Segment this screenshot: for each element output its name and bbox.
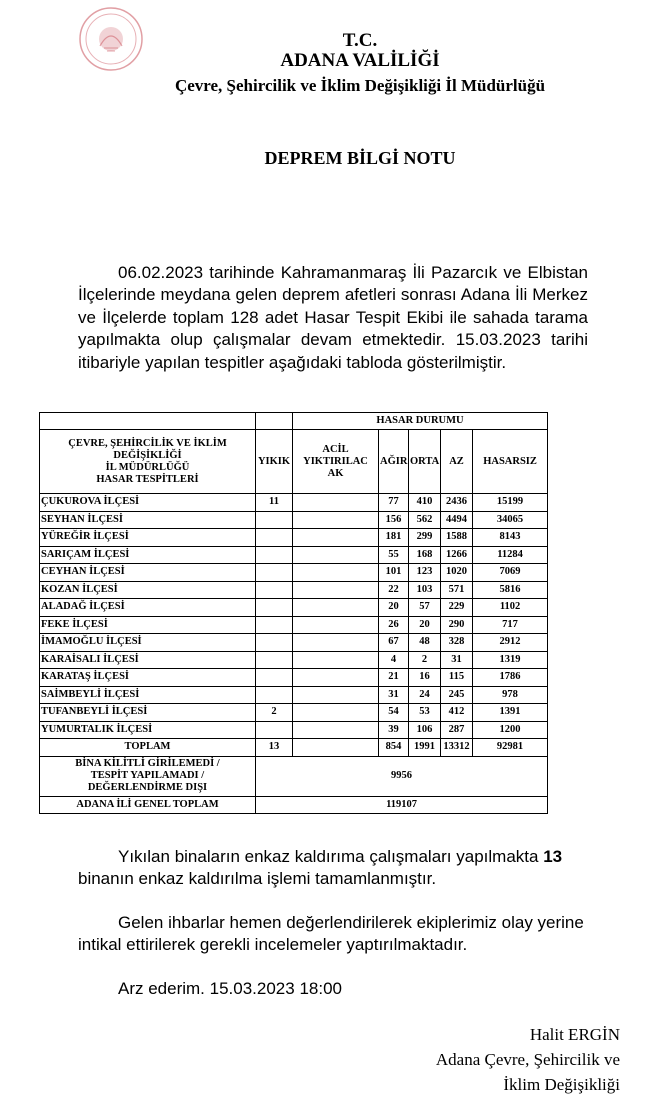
ilce-name: SAİMBEYLİ İLÇESİ bbox=[40, 686, 256, 704]
table-row bbox=[40, 546, 548, 564]
locked-value: 9956 bbox=[256, 756, 548, 796]
col-header-yikik: YIKIK bbox=[256, 430, 293, 494]
locked-label-line: TESPİT YAPILAMADI / bbox=[90, 770, 205, 781]
table-row bbox=[40, 581, 548, 599]
cell-acil bbox=[293, 564, 379, 582]
cell-orta: 2 bbox=[409, 651, 441, 669]
cell-az: 1020 bbox=[441, 564, 473, 582]
cell-agir: 26 bbox=[379, 616, 409, 634]
ilce-name: SARIÇAM İLÇESİ bbox=[40, 546, 256, 564]
row-header-line: HASAR TESPİTLERİ bbox=[96, 473, 199, 485]
cell-yikik bbox=[256, 651, 293, 669]
cell-hasarsiz: 5816 bbox=[473, 581, 548, 599]
intro-paragraph: 06.02.2023 tarihinde Kahramanmaraş İli Pazarcık ve Elbistan İlçelerinde meydana gelen deprem afetleri sonrası Adana İli Merkez ve İlçelerde toplam 128 adet Hasar Tespit Ekibi ile sahada tarama yapılmakta olup çalışmalar devam etmektedir. 15.03.2023 tarihi itibariyle yapılan tespitler aşağıdaki tabloda gösterilmiştir. bbox=[78, 263, 588, 372]
cell-az: 328 bbox=[441, 634, 473, 652]
table-row bbox=[40, 634, 548, 652]
cell-agir: 77 bbox=[379, 494, 409, 512]
table-row bbox=[40, 511, 548, 529]
cell-az: 412 bbox=[441, 704, 473, 722]
cell-agir: 67 bbox=[379, 634, 409, 652]
cell-agir: 101 bbox=[379, 564, 409, 582]
cell-acil bbox=[293, 581, 379, 599]
cell-orta: 410 bbox=[409, 494, 441, 512]
signature-block bbox=[260, 1022, 620, 1097]
cell-yikik bbox=[256, 511, 293, 529]
cell-hasarsiz: 11284 bbox=[473, 546, 548, 564]
ilce-name: FEKE İLÇESİ bbox=[40, 616, 256, 634]
total-orta: 1991 bbox=[409, 739, 441, 757]
cell-hasarsiz: 1391 bbox=[473, 704, 548, 722]
cell-yikik bbox=[256, 581, 293, 599]
total-yikik: 13 bbox=[256, 739, 293, 757]
ilce-name: KARATAŞ İLÇESİ bbox=[40, 669, 256, 687]
table-row bbox=[40, 686, 548, 704]
cell-orta: 562 bbox=[409, 511, 441, 529]
cell-agir: 181 bbox=[379, 529, 409, 547]
cell-orta: 106 bbox=[409, 721, 441, 739]
cell-agir: 21 bbox=[379, 669, 409, 687]
cell-hasarsiz: 1200 bbox=[473, 721, 548, 739]
ilce-name: YÜREĞİR İLÇESİ bbox=[40, 529, 256, 547]
grand-total-value: 119107 bbox=[256, 796, 548, 814]
cell-hasarsiz: 15199 bbox=[473, 494, 548, 512]
total-az: 13312 bbox=[441, 739, 473, 757]
debris-count: 13 bbox=[543, 847, 563, 866]
ilce-name: CEYHAN İLÇESİ bbox=[40, 564, 256, 582]
cell-acil bbox=[293, 634, 379, 652]
cell-agir: 4 bbox=[379, 651, 409, 669]
total-agir: 854 bbox=[379, 739, 409, 757]
debris-paragraph bbox=[78, 846, 618, 891]
cell-agir: 54 bbox=[379, 704, 409, 722]
ilce-name: KARAİSALI İLÇESİ bbox=[40, 651, 256, 669]
cell-acil bbox=[293, 599, 379, 617]
cell-yikik bbox=[256, 686, 293, 704]
cell-hasarsiz: 2912 bbox=[473, 634, 548, 652]
table-row bbox=[40, 529, 548, 547]
row-header-line: ÇEVRE, ŞEHİRCİLİK VE İKLİM bbox=[68, 437, 227, 449]
ilce-name: İMAMOĞLU İLÇESİ bbox=[40, 634, 256, 652]
cell-orta: 16 bbox=[409, 669, 441, 687]
total-acil bbox=[293, 739, 379, 757]
table-row bbox=[40, 616, 548, 634]
cell-az: 1588 bbox=[441, 529, 473, 547]
cell-acil bbox=[293, 529, 379, 547]
cell-acil bbox=[293, 511, 379, 529]
cell-yikik bbox=[256, 546, 293, 564]
cell-az: 2436 bbox=[441, 494, 473, 512]
cell-hasarsiz: 1319 bbox=[473, 651, 548, 669]
cell-yikik bbox=[256, 564, 293, 582]
table-row bbox=[40, 721, 548, 739]
cell-az: 4494 bbox=[441, 511, 473, 529]
row-header-line: İL MÜDÜRLÜĞÜ bbox=[105, 461, 190, 473]
grand-total-row bbox=[40, 796, 548, 814]
row-header-cell bbox=[40, 430, 256, 494]
total-label: TOPLAM bbox=[40, 739, 256, 757]
cell-acil bbox=[293, 494, 379, 512]
cell-yikik: 11 bbox=[256, 494, 293, 512]
cell-orta: 57 bbox=[409, 599, 441, 617]
header-directorate: Çevre, Şehircilik ve İklim Değişikliği İl Müdürlüğü bbox=[174, 76, 546, 95]
closing-line: Arz ederim. 15.03.2023 18:00 bbox=[118, 979, 342, 998]
damage-table bbox=[39, 412, 548, 814]
col-header-acil-line: YIKTIRILAC bbox=[303, 455, 368, 467]
cell-agir: 39 bbox=[379, 721, 409, 739]
cell-az: 229 bbox=[441, 599, 473, 617]
cell-acil bbox=[293, 616, 379, 634]
cell-acil bbox=[293, 686, 379, 704]
signatory-title-line1: Adana Çevre, Şehircilik ve bbox=[435, 1050, 620, 1069]
cell-orta: 168 bbox=[409, 546, 441, 564]
cell-yikik: 2 bbox=[256, 704, 293, 722]
document-title: DEPREM BİLGİ NOTU bbox=[264, 148, 456, 168]
ilce-name: TUFANBEYLİ İLÇESİ bbox=[40, 704, 256, 722]
col-header-az: AZ bbox=[441, 430, 473, 494]
col-header-hasarsiz: HASARSIZ bbox=[473, 430, 548, 494]
locked-label bbox=[40, 756, 256, 796]
table-row bbox=[40, 599, 548, 617]
cell-hasarsiz: 8143 bbox=[473, 529, 548, 547]
group-header: HASAR DURUMU bbox=[293, 413, 548, 430]
table-row bbox=[40, 564, 548, 582]
col-header-orta: ORTA bbox=[409, 430, 441, 494]
cell-hasarsiz: 34065 bbox=[473, 511, 548, 529]
cell-yikik bbox=[256, 669, 293, 687]
ilce-name: SEYHAN İLÇESİ bbox=[40, 511, 256, 529]
cell-orta: 123 bbox=[409, 564, 441, 582]
signatory-name: Halit ERGİN bbox=[529, 1025, 620, 1044]
cell-acil bbox=[293, 721, 379, 739]
cell-agir: 31 bbox=[379, 686, 409, 704]
cell-agir: 20 bbox=[379, 599, 409, 617]
cell-orta: 53 bbox=[409, 704, 441, 722]
cell-acil bbox=[293, 651, 379, 669]
col-header-agir: AĞIR bbox=[379, 430, 409, 494]
cell-orta: 20 bbox=[409, 616, 441, 634]
cell-hasarsiz: 717 bbox=[473, 616, 548, 634]
cell-yikik bbox=[256, 599, 293, 617]
cell-acil bbox=[293, 669, 379, 687]
table-row bbox=[40, 651, 548, 669]
table-row bbox=[40, 704, 548, 722]
cell-hasarsiz: 7069 bbox=[473, 564, 548, 582]
ilce-name: ÇUKUROVA İLÇESİ bbox=[40, 494, 256, 512]
cell-agir: 156 bbox=[379, 511, 409, 529]
signatory-title-line2: İklim Değişikliği bbox=[503, 1075, 620, 1094]
locked-label-line: DEĞERLENDİRME DIŞI bbox=[87, 782, 208, 793]
row-header-line: DEĞİŞİKLİĞİ bbox=[113, 449, 182, 461]
reports-paragraph: Gelen ihbarlar hemen değerlendirilerek ekiplerimiz olay yerine intikal ettirilerek gerekli incelemeler yaptırılmaktadır. bbox=[78, 913, 584, 955]
table-row bbox=[40, 494, 548, 512]
cell-az: 1266 bbox=[441, 546, 473, 564]
header-governorship: ADANA VALİLİĞİ bbox=[280, 50, 440, 71]
cell-az: 290 bbox=[441, 616, 473, 634]
cell-az: 115 bbox=[441, 669, 473, 687]
table-row bbox=[40, 669, 548, 687]
cell-hasarsiz: 1102 bbox=[473, 599, 548, 617]
debris-text-after: binanın enkaz kaldırılma işlemi tamamlanmıştır. bbox=[78, 869, 437, 889]
debris-text-before: Yıkılan binaların enkaz kaldırıma çalışmaları yapılmakta bbox=[118, 847, 544, 866]
ilce-name: ALADAĞ İLÇESİ bbox=[40, 599, 256, 617]
cell-hasarsiz: 1786 bbox=[473, 669, 548, 687]
locked-label-line: BİNA KİLİTLİ GİRİLEMEDİ / bbox=[75, 758, 220, 769]
cell-orta: 103 bbox=[409, 581, 441, 599]
cell-hasarsiz: 978 bbox=[473, 686, 548, 704]
locked-row bbox=[40, 756, 548, 796]
cell-az: 245 bbox=[441, 686, 473, 704]
col-header-acil bbox=[293, 430, 379, 494]
cell-az: 571 bbox=[441, 581, 473, 599]
cell-az: 287 bbox=[441, 721, 473, 739]
cell-agir: 22 bbox=[379, 581, 409, 599]
cell-yikik bbox=[256, 616, 293, 634]
col-header-acil-line: ACİL bbox=[322, 443, 349, 455]
cell-yikik bbox=[256, 721, 293, 739]
cell-agir: 55 bbox=[379, 546, 409, 564]
ilce-name: KOZAN İLÇESİ bbox=[40, 581, 256, 599]
cell-orta: 48 bbox=[409, 634, 441, 652]
col-header-acil-line: AK bbox=[327, 467, 344, 479]
total-row bbox=[40, 739, 548, 757]
cell-orta: 24 bbox=[409, 686, 441, 704]
cell-acil bbox=[293, 704, 379, 722]
cell-orta: 299 bbox=[409, 529, 441, 547]
cell-yikik bbox=[256, 634, 293, 652]
cell-yikik bbox=[256, 529, 293, 547]
header-tc: T.C. bbox=[342, 30, 378, 51]
cell-az: 31 bbox=[441, 651, 473, 669]
cell-acil bbox=[293, 546, 379, 564]
total-hasarsiz: 92981 bbox=[473, 739, 548, 757]
ilce-name: YUMURTALIK İLÇESİ bbox=[40, 721, 256, 739]
grand-total-label: ADANA İLİ GENEL TOPLAM bbox=[40, 796, 256, 814]
